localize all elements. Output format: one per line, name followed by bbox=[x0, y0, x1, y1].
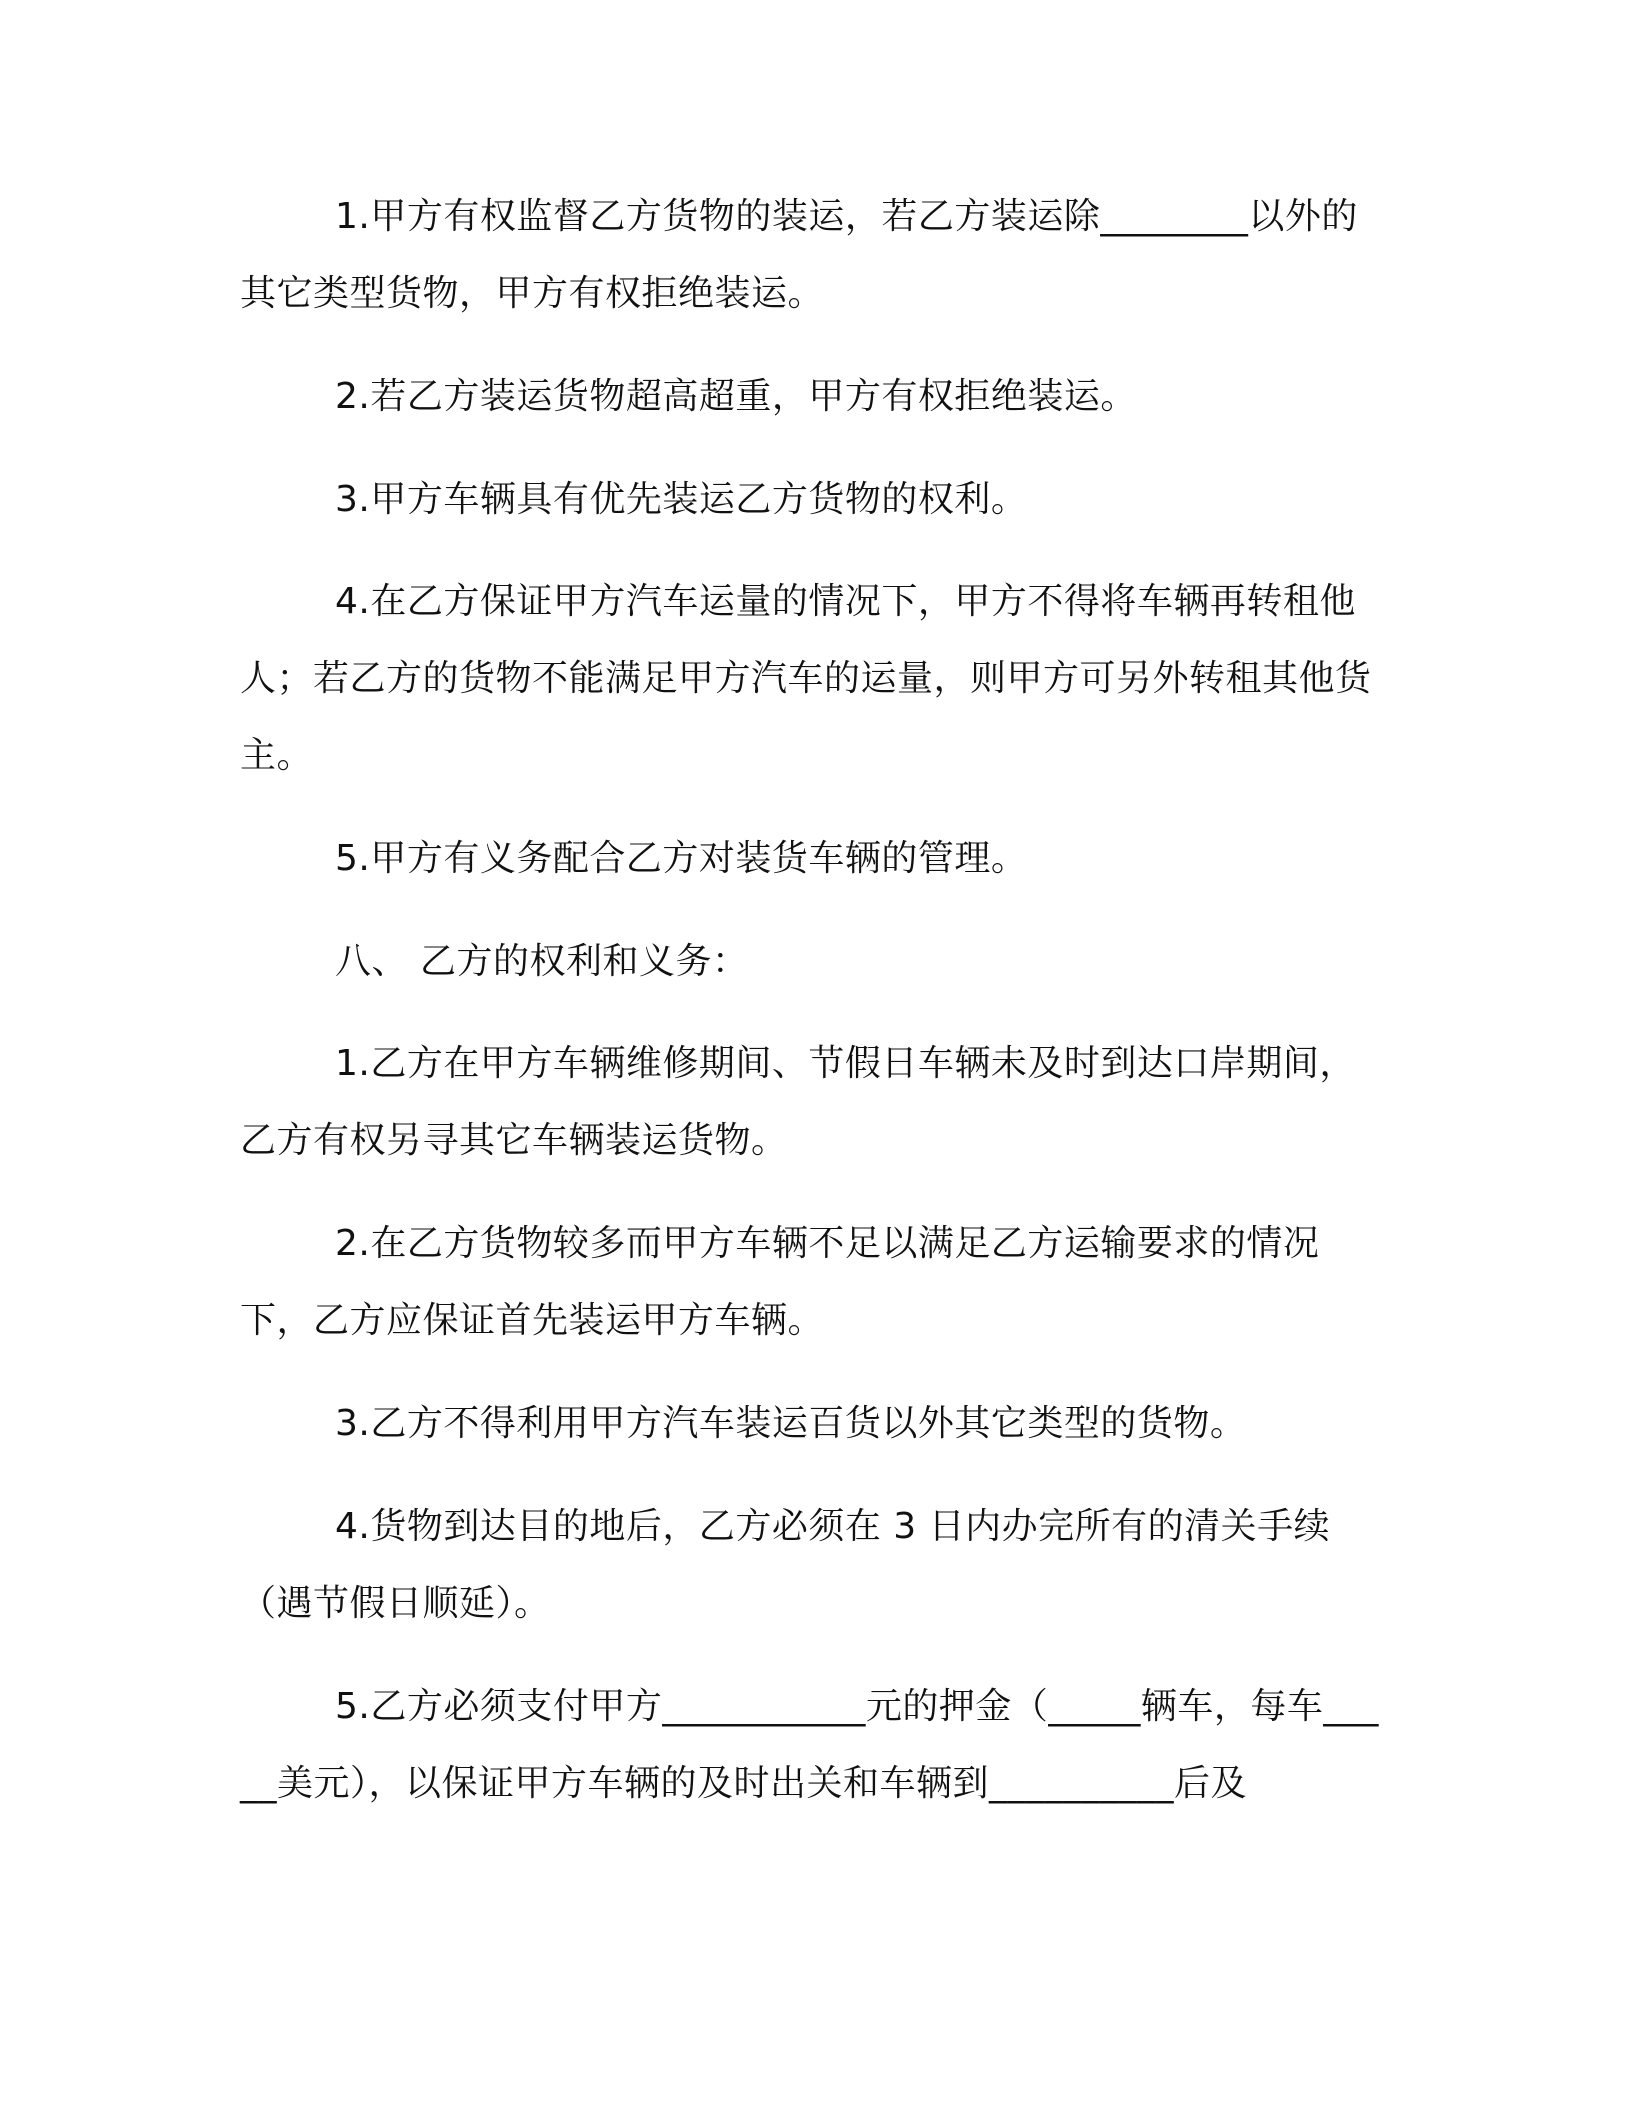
paragraph-party-a-2: 2.若乙方装运货物超高超重，甲方有权拒绝装运。 bbox=[335, 376, 1137, 417]
paragraph-party-b-5: 5.乙方必须支付甲方___________元的押金（_____辆车，每车_____美元），以保证甲方车辆的及时出关和车辆到__________后及 bbox=[240, 1686, 1379, 1804]
paragraph-party-b-4: 4.货物到达目的地后，乙方必须在 3 日内办完所有的清关手续（遇节假日顺延）。 bbox=[240, 1506, 1331, 1624]
paragraph-party-b-3: 3.乙方不得利用甲方汽车装运百货以外其它类型的货物。 bbox=[335, 1403, 1247, 1444]
paragraph-party-a-4: 4.在乙方保证甲方汽车运量的情况下，甲方不得将车辆再转租他人；若乙方的货物不能满足甲方汽车的运量，则甲方可另外转租其他货主。 bbox=[240, 581, 1372, 776]
paragraph-party-a-1: 1.甲方有权监督乙方货物的装运，若乙方装运除________以外的其它类型货物，甲方有权拒绝装运。 bbox=[240, 196, 1358, 314]
paragraph-party-b-1: 1.乙方在甲方车辆维修期间、节假日车辆未及时到达口岸期间，乙方有权另寻其它车辆装运货物。 bbox=[240, 1043, 1356, 1161]
paragraph-party-b-2: 2.在乙方货物较多而甲方车辆不足以满足乙方运输要求的情况下，乙方应保证首先装运甲方车辆。 bbox=[240, 1223, 1320, 1341]
paragraph-party-a-5: 5.甲方有义务配合乙方对装货车辆的管理。 bbox=[335, 838, 1028, 879]
paragraph-party-a-3: 3.甲方车辆具有优先装运乙方货物的权利。 bbox=[335, 479, 1028, 520]
section-heading-party-b: 八、 乙方的权利和义务： bbox=[335, 941, 749, 982]
